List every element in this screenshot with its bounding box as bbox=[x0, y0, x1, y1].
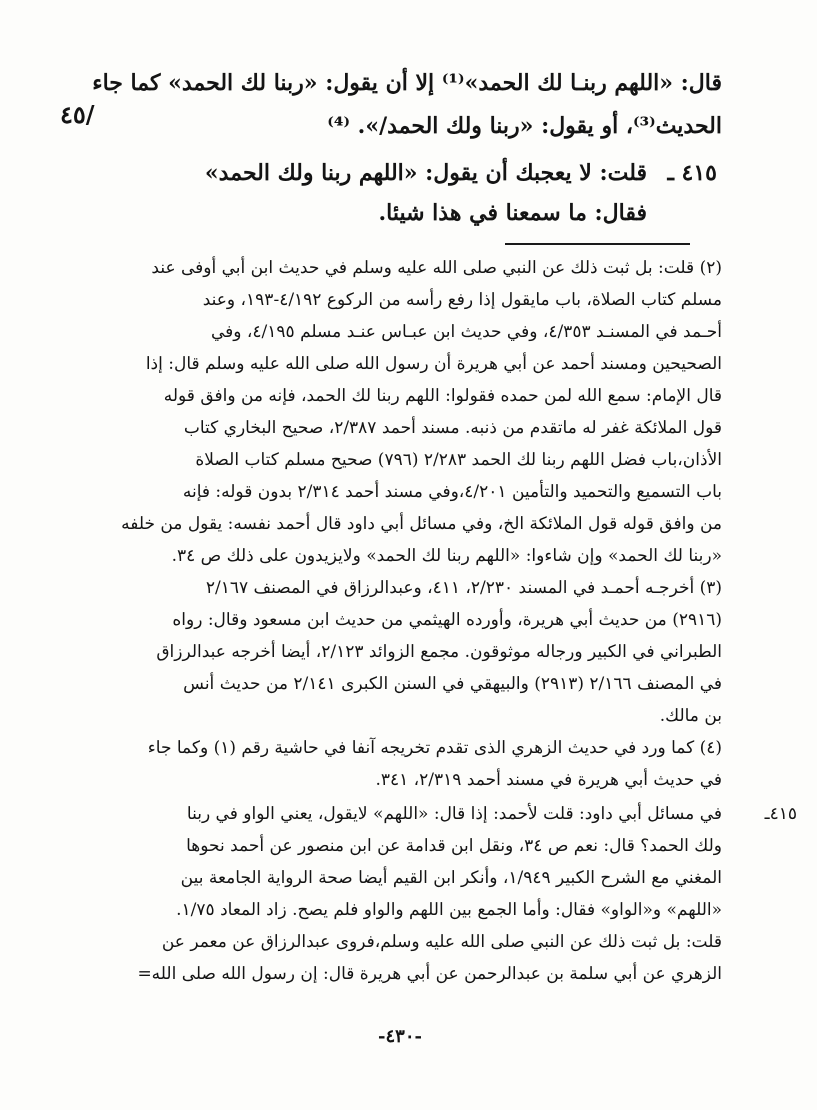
main-text-line-1: قال: «اللهم ربنـا لك الحمد»⁽¹⁾ إلا أن يقول: «ربنا لك الحمد» كما جاء bbox=[92, 70, 722, 96]
footnote-line: (٢) قلت: بل ثبت ذلك عن النبي صلى الله عليه وسلم في حديث ابن أبي أوفى عند bbox=[151, 258, 722, 278]
footnote-line: باب التسميع والتحميد والتأمين ٤/٢٠١،وفي مسند أحمد ٢/٣١٤ بدون قوله: فإنه bbox=[182, 482, 722, 502]
footnote-line: الطبراني في الكبير ورجاله موثوقون. مجمع الزوائد ٢/١٢٣، أيضا أخرجه عبدالرزاق bbox=[156, 642, 722, 662]
footnote-line: الأذان،باب فضل اللهم ربنا لك الحمد ٢/٢٨٣ (٧٩٦) صحيح مسلم كتاب الصلاة bbox=[195, 450, 722, 470]
footnote-line: في المصنف ٢/١٦٦ (٢٩١٣) والبيهقي في السنن الكبرى ٢/١٤١ من حديث أنس bbox=[183, 674, 722, 694]
footnote-line: قال الإمام: سمع الله لمن حمده فقولوا: اللهم ربنا لك الحمد، فإنه من وافق قوله bbox=[163, 386, 722, 406]
footnote-line: (٤) كما ورد في حديث الزهري الذى تقدم تخريجه آنفا في حاشية رقم (١) وكما جاء bbox=[147, 738, 722, 758]
note-415-line: المغني مع الشرح الكبير ١/٩٤٩، وأنكر ابن القيم أيضا صحة الرواية الجامعة بين bbox=[180, 868, 722, 888]
footnote-line: (٣) أخرجـه أحمـد في المسند ٢/٢٣٠، ٤١١، وعبدالرزاق في المصنف ٢/١٦٧ bbox=[205, 578, 722, 598]
footnote-line: بن مالك. bbox=[659, 706, 722, 726]
note-415-line: الزهري عن أبي سلمة بن عبدالرحمن عن أبي هريرة قال: إن رسول الله صلى الله= bbox=[137, 964, 722, 984]
note-415-line: قلت: بل ثبت ذلك عن النبي صلى الله عليه وسلم،فروى عبدالرزاق عن معمر عن bbox=[161, 932, 722, 952]
question-line-1: قلت: لا يعجبك أن يقول: «اللهم ربنا ولك الحمد» bbox=[204, 160, 647, 186]
main-text-line-2: الحديث⁽³⁾، أو يقول: «ربنا ولك الحمد/». ⁽⁴⁾ bbox=[327, 113, 722, 139]
note-415-line: في مسائل أبي داود: قلت لأحمد: إذا قال: «اللهم» لايقول، يعني الواو في ربنا bbox=[186, 804, 722, 824]
note-415-line: «اللهم» و«الواو» فقال: وأما الجمع بين اللهم والواو فلم يصح. زاد المعاد ١/٧٥. bbox=[176, 900, 722, 920]
footnote-separator bbox=[505, 243, 690, 245]
footnote-line: (٢٩١٦) من حديث أبي هريرة، وأورده الهيثمي من حديث ابن مسعود وقال: رواه bbox=[172, 610, 722, 630]
question-number: ٤١٥ ـ bbox=[667, 160, 717, 186]
margin-page-marker: ٤٥/ bbox=[60, 100, 95, 129]
footnote-line: من وافق قوله قول الملائكة الخ، وفي مسائل أبي داود قال أحمد نفسه: يقول من خلفه bbox=[121, 514, 722, 534]
footnote-line: مسلم كتاب الصلاة، باب مايقول إذا رفع رأسه من الركوع ٤/١٩٢-١٩٣، وعند bbox=[202, 290, 722, 310]
footnote-line: قول الملائكة غفر له ماتقدم من ذنبه. مسند أحمد ٢/٣٨٧، صحيح البخاري كتاب bbox=[183, 418, 722, 438]
note-415-line: ولك الحمد؟ قال: نعم ص ٣٤، ونقل ابن قدامة عن ابن منصور عن أحمد نحوها bbox=[186, 836, 722, 856]
question-line-2: فقال: ما سمعنا في هذا شيئا. bbox=[378, 200, 647, 226]
note-415-number: ٤١٥ـ bbox=[764, 804, 797, 824]
footnote-line: الصحيحين ومسند أحمد عن أبي هريرة أن رسول الله صلى الله عليه وسلم قال: إذا bbox=[145, 354, 722, 374]
page-number: -٤٣٠- bbox=[378, 1026, 422, 1047]
footnote-line: في حديث أبي هريرة في مسند أحمد ٢/٣١٩، ٣٤١. bbox=[375, 770, 722, 790]
footnote-line: «ربنا لك الحمد» وإن شاءوا: «اللهم ربنا لك الحمد» ولايزيدون على ذلك ص ٣٤. bbox=[171, 546, 722, 566]
footnote-line: أحـمد في المسنـد ٤/٣٥٣، وفي حديث ابن عبـاس عنـد مسلم ٤/١٩٥، وفي bbox=[211, 322, 722, 342]
